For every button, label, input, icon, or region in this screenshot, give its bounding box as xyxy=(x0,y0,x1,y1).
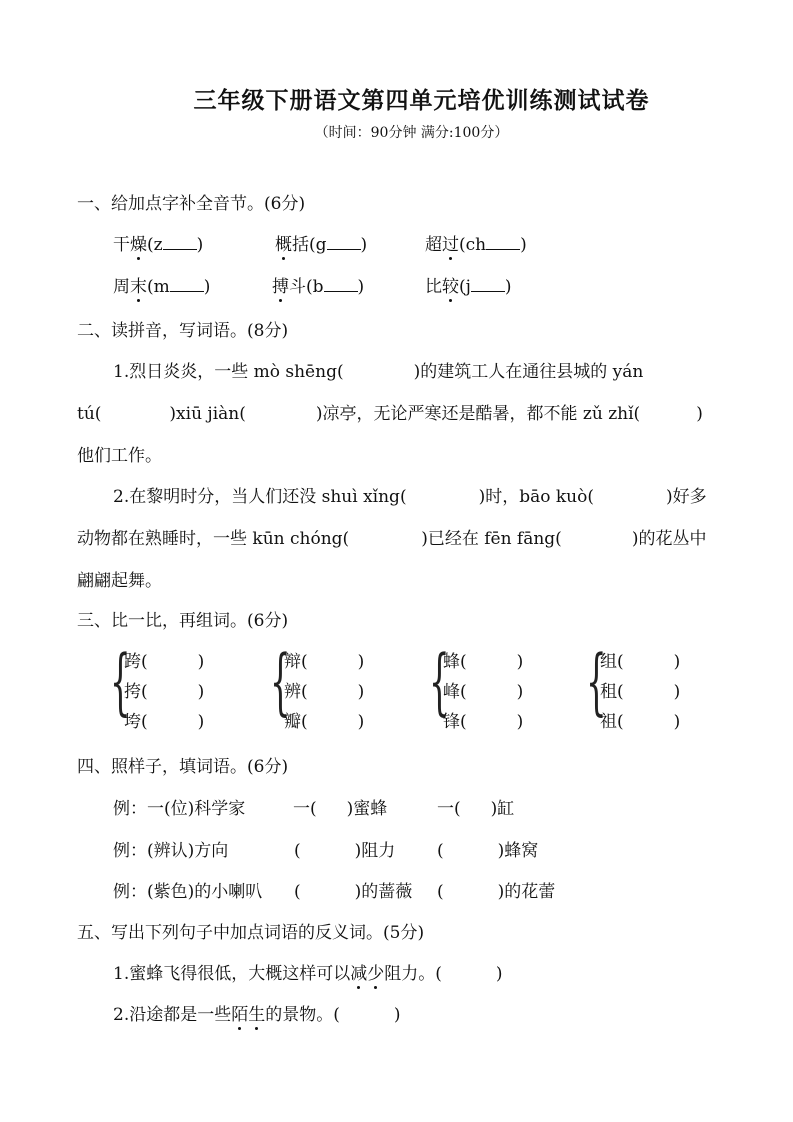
s1-item-1: 干燥(z ) xyxy=(113,235,204,255)
s1-item-5: 搏斗(b ) xyxy=(272,277,365,297)
section-5-heading: 五、写出下列句子中加点词语的反义词。(5分) xyxy=(77,923,425,943)
s1-item-3: 超过(ch ) xyxy=(425,235,527,255)
s2-line-1: 1.烈日炎炎，一些 mò shēng( )的建筑工人在通往县城的 yán xyxy=(113,362,644,382)
exam-meta: （时间：90分钟 满分:100分） xyxy=(314,125,509,141)
section-3-heading: 三、比一比，再组词。(6分) xyxy=(77,611,289,631)
answer-blank[interactable] xyxy=(324,277,358,292)
s3-group-3: 蜂( ) 峰( ) 锋( ) xyxy=(443,652,524,732)
s2-line-2: tú( )xiū jiàn( )凉亭，无论严寒还是酷暑，都不能 zǔ zhǐ( ) xyxy=(77,404,703,424)
s4-r3-item-1: ( )的蔷薇 xyxy=(294,882,413,902)
section-2-heading: 二、读拼音，写词语。(8分) xyxy=(77,321,289,341)
answer-blank[interactable] xyxy=(163,235,197,250)
page-title: 三年级下册语文第四单元培优训练测试试卷 xyxy=(193,87,650,114)
s4-example-1: 例：一(位)科学家 xyxy=(113,799,246,819)
s4-r2-item-2: ( )蜂窝 xyxy=(437,841,539,861)
s4-example-2: 例：(辨认)方向 xyxy=(113,841,229,861)
s3-group-1: 跨( ) 挎( ) 垮( ) xyxy=(124,652,205,732)
brace-icon: { xyxy=(429,639,450,723)
s5-question-1: 1.蜜蜂飞得很低，大概这样可以减少阻力。( ) xyxy=(113,964,503,984)
s2-line-4: 2.在黎明时分，当人们还没 shuì xǐng( )时，bāo kuò( )好多 xyxy=(113,487,707,507)
s1-item-6: 比较(j ) xyxy=(425,277,512,297)
s3-group-2: 辩( ) 辨( ) 瓣( ) xyxy=(284,652,365,732)
s4-r1-item-1: 一( )蜜蜂 xyxy=(293,799,388,819)
answer-blank[interactable] xyxy=(486,235,520,250)
brace-icon: { xyxy=(270,639,291,723)
s4-r2-item-1: ( )阻力 xyxy=(294,841,396,861)
s4-r1-item-2: 一( )缸 xyxy=(437,799,515,819)
s5-question-2: 2.沿途都是一些陌生的景物。( ) xyxy=(113,1005,401,1025)
section-1-heading: 一、给加点字补全音节。(6分) xyxy=(77,194,306,214)
brace-icon: { xyxy=(110,639,131,723)
s1-item-4: 周末(m ) xyxy=(113,277,211,297)
s4-example-3: 例：(紫色)的小喇叭 xyxy=(113,882,263,902)
answer-blank[interactable] xyxy=(170,277,204,292)
s1-item-2: 概括(g ) xyxy=(275,235,368,255)
s2-line-3: 他们工作。 xyxy=(77,446,162,466)
answer-blank[interactable] xyxy=(471,277,505,292)
answer-blank[interactable] xyxy=(327,235,361,250)
s4-r3-item-2: ( )的花蕾 xyxy=(437,882,556,902)
s3-group-4: 组( ) 租( ) 祖( ) xyxy=(600,652,681,732)
section-4-heading: 四、照样子，填词语。(6分) xyxy=(77,757,289,777)
s2-line-6: 翩翩起舞。 xyxy=(77,571,162,591)
s2-line-5: 动物都在熟睡时，一些 kūn chóng( )已经在 fēn fāng( )的花丛中 xyxy=(77,529,707,549)
brace-icon: { xyxy=(586,639,607,723)
